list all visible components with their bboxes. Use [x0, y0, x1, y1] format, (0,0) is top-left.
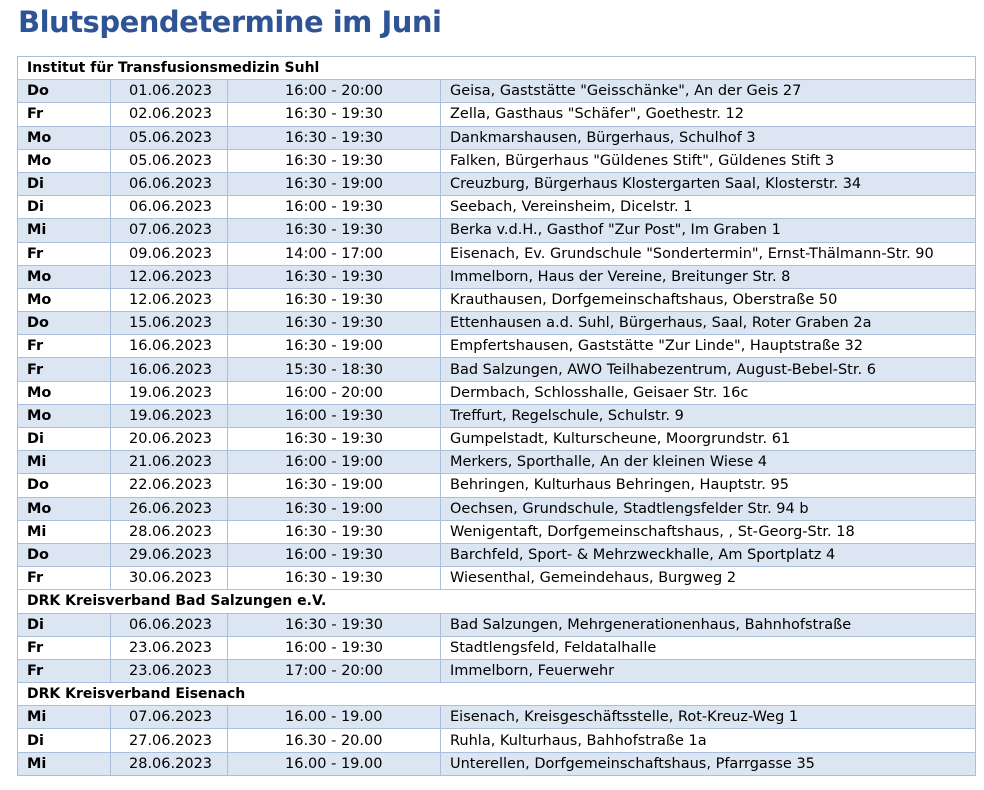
table-row	[18, 149, 976, 172]
day-cell: Mi	[18, 520, 111, 543]
time-cell: 16.30 - 20.00	[228, 729, 441, 752]
table-row	[18, 543, 976, 566]
date-cell: 29.06.2023	[111, 543, 228, 566]
date-cell: 28.06.2023	[111, 752, 228, 775]
day-cell: Fr	[18, 636, 111, 659]
day-cell: Di	[18, 613, 111, 636]
time-cell: 16:30 - 19:00	[228, 172, 441, 195]
date-cell: 02.06.2023	[111, 103, 228, 126]
date-cell: 05.06.2023	[111, 149, 228, 172]
day-cell: Mi	[18, 752, 111, 775]
group-header-row	[18, 590, 976, 613]
date-cell: 16.06.2023	[111, 358, 228, 381]
date-cell: 30.06.2023	[111, 567, 228, 590]
table-row	[18, 497, 976, 520]
time-cell: 16:00 - 20:00	[228, 80, 441, 103]
location-cell: Eisenach, Kreisgeschäftsstelle, Rot-Kreuz-Weg 1	[441, 706, 976, 729]
location-cell: Barchfeld, Sport- & Mehrzweckhalle, Am Sportplatz 4	[441, 543, 976, 566]
date-cell: 15.06.2023	[111, 312, 228, 335]
date-cell: 06.06.2023	[111, 196, 228, 219]
table-row	[18, 752, 976, 775]
table-row	[18, 729, 976, 752]
table-row	[18, 265, 976, 288]
table-row	[18, 288, 976, 311]
table-row	[18, 358, 976, 381]
table-row	[18, 520, 976, 543]
time-cell: 16:00 - 19:30	[228, 404, 441, 427]
time-cell: 14:00 - 17:00	[228, 242, 441, 265]
date-cell: 12.06.2023	[111, 288, 228, 311]
day-cell: Do	[18, 543, 111, 566]
time-cell: 16:30 - 19:30	[228, 613, 441, 636]
day-cell: Di	[18, 729, 111, 752]
day-cell: Mo	[18, 265, 111, 288]
location-cell: Empfertshausen, Gaststätte "Zur Linde", Hauptstraße 32	[441, 335, 976, 358]
table-row	[18, 381, 976, 404]
time-cell: 16:30 - 19:30	[228, 126, 441, 149]
day-cell: Di	[18, 196, 111, 219]
day-cell: Mo	[18, 149, 111, 172]
day-cell: Fr	[18, 103, 111, 126]
time-cell: 15:30 - 18:30	[228, 358, 441, 381]
time-cell: 17:00 - 20:00	[228, 659, 441, 682]
location-cell: Immelborn, Haus der Vereine, Breitunger Str. 8	[441, 265, 976, 288]
date-cell: 22.06.2023	[111, 474, 228, 497]
location-cell: Berka v.d.H., Gasthof "Zur Post", Im Graben 1	[441, 219, 976, 242]
day-cell: Mi	[18, 451, 111, 474]
time-cell: 16:30 - 19:00	[228, 474, 441, 497]
date-cell: 01.06.2023	[111, 80, 228, 103]
location-cell: Treffurt, Regelschule, Schulstr. 9	[441, 404, 976, 427]
time-cell: 16:00 - 19:30	[228, 196, 441, 219]
location-cell: Stadtlengsfeld, Feldatalhalle	[441, 636, 976, 659]
group-title: DRK Kreisverband Bad Salzungen e.V.	[18, 590, 976, 613]
location-cell: Ettenhausen a.d. Suhl, Bürgerhaus, Saal, Roter Graben 2a	[441, 312, 976, 335]
date-cell: 23.06.2023	[111, 659, 228, 682]
date-cell: 19.06.2023	[111, 404, 228, 427]
date-cell: 21.06.2023	[111, 451, 228, 474]
time-cell: 16:00 - 19:00	[228, 451, 441, 474]
time-cell: 16:00 - 19:30	[228, 636, 441, 659]
table-row	[18, 659, 976, 682]
location-cell: Falken, Bürgerhaus "Güldenes Stift", Güldenes Stift 3	[441, 149, 976, 172]
day-cell: Fr	[18, 335, 111, 358]
location-cell: Dermbach, Schlosshalle, Geisaer Str. 16c	[441, 381, 976, 404]
date-cell: 28.06.2023	[111, 520, 228, 543]
day-cell: Mo	[18, 404, 111, 427]
table-row	[18, 126, 976, 149]
table-row	[18, 567, 976, 590]
date-cell: 06.06.2023	[111, 172, 228, 195]
location-cell: Seebach, Vereinsheim, Dicelstr. 1	[441, 196, 976, 219]
location-cell: Krauthausen, Dorfgemeinschaftshaus, Oberstraße 50	[441, 288, 976, 311]
time-cell: 16:30 - 19:00	[228, 335, 441, 358]
time-cell: 16:30 - 19:00	[228, 497, 441, 520]
location-cell: Geisa, Gaststätte "Geisschänke", An der Geis 27	[441, 80, 976, 103]
date-cell: 07.06.2023	[111, 706, 228, 729]
day-cell: Mo	[18, 381, 111, 404]
table-row	[18, 404, 976, 427]
time-cell: 16.00 - 19.00	[228, 706, 441, 729]
day-cell: Mo	[18, 126, 111, 149]
date-cell: 09.06.2023	[111, 242, 228, 265]
location-cell: Wiesenthal, Gemeindehaus, Burgweg 2	[441, 567, 976, 590]
time-cell: 16:30 - 19:30	[228, 288, 441, 311]
time-cell: 16:30 - 19:30	[228, 219, 441, 242]
table-row	[18, 335, 976, 358]
time-cell: 16:30 - 19:30	[228, 149, 441, 172]
time-cell: 16:00 - 19:30	[228, 543, 441, 566]
day-cell: Fr	[18, 659, 111, 682]
location-cell: Bad Salzungen, AWO Teilhabezentrum, August-Bebel-Str. 6	[441, 358, 976, 381]
table-row	[18, 706, 976, 729]
table-row	[18, 196, 976, 219]
date-cell: 27.06.2023	[111, 729, 228, 752]
day-cell: Di	[18, 428, 111, 451]
date-cell: 07.06.2023	[111, 219, 228, 242]
day-cell: Mo	[18, 497, 111, 520]
time-cell: 16:30 - 19:30	[228, 265, 441, 288]
time-cell: 16:30 - 19:30	[228, 312, 441, 335]
time-cell: 16:30 - 19:30	[228, 520, 441, 543]
table-row	[18, 172, 976, 195]
date-cell: 12.06.2023	[111, 265, 228, 288]
group-header-row	[18, 683, 976, 706]
time-cell: 16:30 - 19:30	[228, 428, 441, 451]
table-row	[18, 242, 976, 265]
day-cell: Do	[18, 312, 111, 335]
table-row	[18, 312, 976, 335]
location-cell: Immelborn, Feuerwehr	[441, 659, 976, 682]
location-cell: Merkers, Sporthalle, An der kleinen Wiese 4	[441, 451, 976, 474]
page-title: Blutspendetermine im Juni	[18, 5, 442, 39]
date-cell: 23.06.2023	[111, 636, 228, 659]
day-cell: Mi	[18, 219, 111, 242]
group-title: Institut für Transfusionsmedizin Suhl	[18, 57, 976, 80]
location-cell: Gumpelstadt, Kulturscheune, Moorgrundstr. 61	[441, 428, 976, 451]
time-cell: 16:00 - 20:00	[228, 381, 441, 404]
date-cell: 05.06.2023	[111, 126, 228, 149]
time-cell: 16:30 - 19:30	[228, 103, 441, 126]
date-cell: 26.06.2023	[111, 497, 228, 520]
table-row	[18, 636, 976, 659]
group-title: DRK Kreisverband Eisenach	[18, 683, 976, 706]
table-row	[18, 613, 976, 636]
location-cell: Zella, Gasthaus "Schäfer", Goethestr. 12	[441, 103, 976, 126]
table-row	[18, 103, 976, 126]
date-cell: 20.06.2023	[111, 428, 228, 451]
table-row	[18, 428, 976, 451]
location-cell: Oechsen, Grundschule, Stadtlengsfelder Str. 94 b	[441, 497, 976, 520]
location-cell: Bad Salzungen, Mehrgenerationenhaus, Bahnhofstraße	[441, 613, 976, 636]
day-cell: Fr	[18, 567, 111, 590]
day-cell: Do	[18, 474, 111, 497]
date-cell: 19.06.2023	[111, 381, 228, 404]
day-cell: Mo	[18, 288, 111, 311]
date-cell: 16.06.2023	[111, 335, 228, 358]
location-cell: Ruhla, Kulturhaus, Bahhofstraße 1a	[441, 729, 976, 752]
location-cell: Creuzburg, Bürgerhaus Klostergarten Saal, Klosterstr. 34	[441, 172, 976, 195]
location-cell: Wenigentaft, Dorfgemeinschaftshaus, , St-Georg-Str. 18	[441, 520, 976, 543]
day-cell: Fr	[18, 242, 111, 265]
time-cell: 16:30 - 19:30	[228, 567, 441, 590]
time-cell: 16.00 - 19.00	[228, 752, 441, 775]
location-cell: Unterellen, Dorfgemeinschaftshaus, Pfarrgasse 35	[441, 752, 976, 775]
table-row	[18, 219, 976, 242]
table-row	[18, 80, 976, 103]
schedule-body	[18, 57, 976, 776]
date-cell: 06.06.2023	[111, 613, 228, 636]
table-row	[18, 474, 976, 497]
table-row	[18, 451, 976, 474]
day-cell: Mi	[18, 706, 111, 729]
location-cell: Eisenach, Ev. Grundschule "Sondertermin", Ernst-Thälmann-Str. 90	[441, 242, 976, 265]
blood-donation-schedule-table	[17, 56, 976, 776]
day-cell: Do	[18, 80, 111, 103]
group-header-row	[18, 57, 976, 80]
day-cell: Di	[18, 172, 111, 195]
day-cell: Fr	[18, 358, 111, 381]
location-cell: Behringen, Kulturhaus Behringen, Hauptstr. 95	[441, 474, 976, 497]
location-cell: Dankmarshausen, Bürgerhaus, Schulhof 3	[441, 126, 976, 149]
